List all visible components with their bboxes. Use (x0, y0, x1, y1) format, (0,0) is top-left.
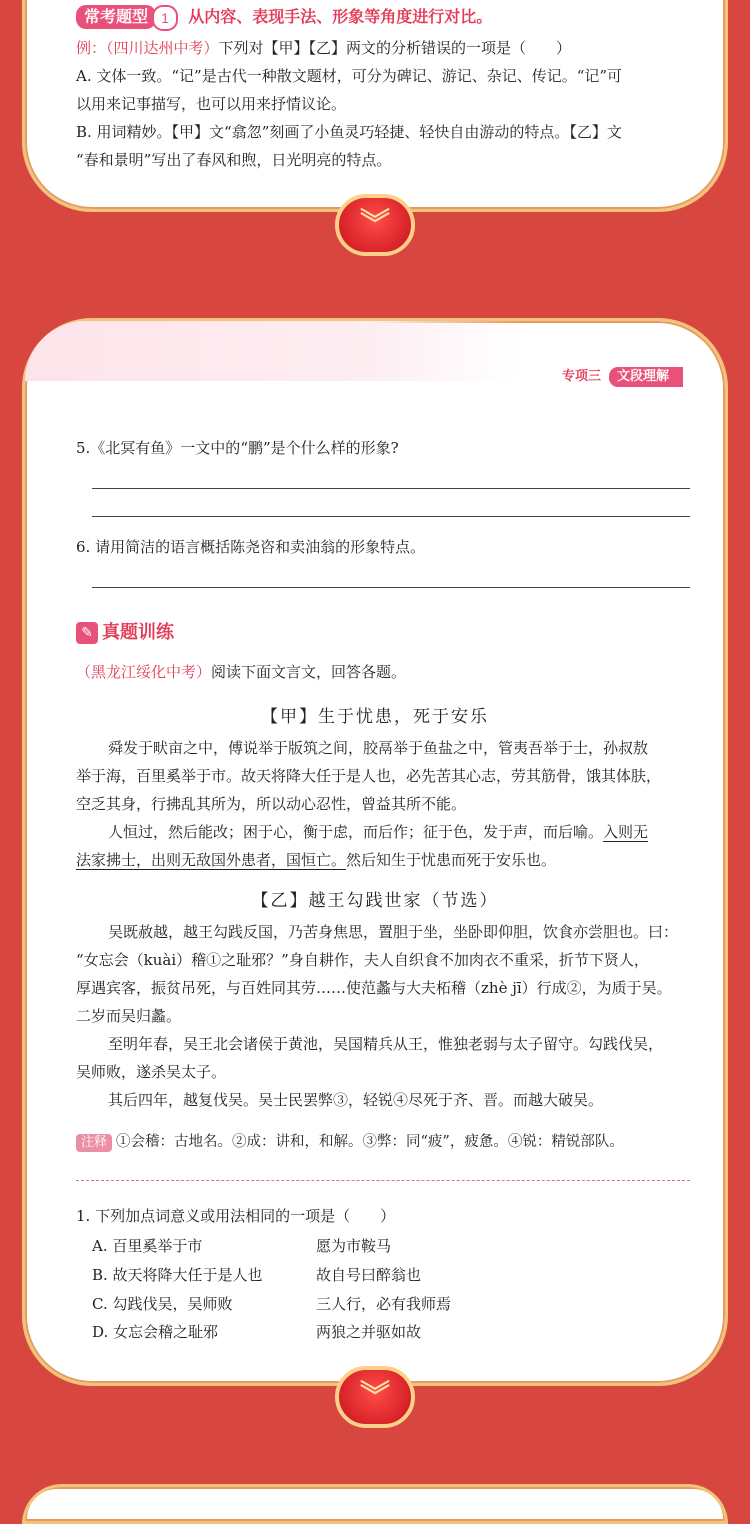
annotation-text: ①会稽：古地名。②成：讲和，和解。③弊：同“疲”，疲惫。④锐：精锐部队。 (116, 1134, 624, 1150)
edit-icon: ✎ (76, 622, 98, 644)
training-text: 阅读下面文言文，回答各题。 (211, 663, 407, 681)
series-label: 专项三 (562, 368, 602, 383)
passage-line (76, 846, 556, 874)
question-type-badge: 常考题型 (76, 5, 156, 29)
passage-line: 舜发于畎亩之中，傅说举于版筑之间，胶鬲举于鱼盐之中，管夷吾举于士，孙叔敖 (108, 739, 649, 757)
training-source: （黑龙江绥化中考） (76, 663, 212, 681)
header-decoration (25, 321, 520, 381)
expand-button[interactable] (335, 194, 415, 256)
example-line (76, 34, 571, 62)
option-d-left: D. 女忘会稽之耻邪 (92, 1323, 219, 1341)
option-b-right: 故自号曰醉翁也 (316, 1266, 422, 1284)
passage-jia-title: 【甲】生于忧患，死于安乐 (261, 707, 489, 727)
passage-line: 吴师败，遂杀吴太子。 (76, 1063, 227, 1081)
section-header (562, 365, 683, 387)
option-text: 以用来记事描写，也可以用来抒情议论。 (76, 95, 347, 113)
underlined-sentence: 法家拂士，出则无敌国外患者，国恒亡。 (76, 851, 347, 869)
option-text: “春和景明”写出了春风和煦，日光明亮的特点。 (76, 151, 392, 169)
expand-button[interactable] (335, 1366, 415, 1428)
answer-line[interactable] (92, 488, 690, 489)
training-heading (76, 617, 174, 647)
annotation (76, 1128, 624, 1156)
passage-line (108, 818, 648, 846)
passage-line: 吴既赦越，越王勾践反国，乃苦身焦思，置胆于坐，坐卧即仰胆，饮食亦尝胆也。曰： (108, 923, 679, 941)
option-c-right: 三人行，必有我师焉 (316, 1295, 452, 1313)
passage-yi-title: 【乙】越王勾践世家（节选） (251, 891, 499, 911)
topic-tag: 文段理解 (609, 367, 683, 387)
option-a-left: A. 百里奚举于市 (92, 1237, 203, 1255)
example-source: 例：（四川达州中考） (76, 39, 219, 57)
answer-line[interactable] (92, 516, 690, 517)
underlined-sentence: 入则无 (603, 823, 649, 841)
training-instruction (76, 658, 406, 686)
passage-line: 其后四年，越复伐吴。吴士民罢弊③，轻锐④尽死于齐、晋。而越大破吴。 (108, 1091, 604, 1109)
passage-line: 举于海，百里奚举于市。故天将降大任于是人也，必先苦其心志，劳其筋骨，饿其体肤， (76, 767, 662, 785)
option-a-right: 愿为市鞍马 (316, 1237, 392, 1255)
passage-line: 二岁而吴归蠡。 (76, 1007, 182, 1025)
option-text: A. 文体一致。“记”是古代一种散文题材，可分为碑记、游记、杂记、传记。“记”可 (76, 67, 623, 85)
answer-line[interactable] (92, 587, 690, 588)
passage-line: “女忘会（kuài）稽①之耻邪？”身自耕作，夫人自织食不加肉衣不重采，折节下贤人， (76, 951, 649, 969)
question-1-stem: 1. 下列加点词意义或用法相同的一项是（ ） (76, 1207, 396, 1225)
option-text: B. 用词精妙。【甲】文“翕忽”刻画了小鱼灵巧轻捷、轻快自由游动的特点。【乙】文 (76, 123, 622, 141)
chevron-double-down-icon: ︾ (360, 1379, 390, 1414)
option-b-left: B. 故天将降大任于是人也 (92, 1266, 263, 1284)
passage-line: 至明年春，吴王北会诸侯于黄池，吴国精兵从王，惟独老弱与太子留守。勾践伐吴， (108, 1035, 664, 1053)
divider (76, 1180, 690, 1181)
question-5: 5.《北冥有鱼》一文中的“鹏”是个什么样的形象? (76, 439, 399, 457)
question-6: 6. 请用简洁的语言概括陈尧咨和卖油翁的形象特点。 (76, 538, 426, 556)
option-c-left: C. 勾践伐吴，吴师败 (92, 1295, 233, 1313)
passage-line: 空乏其身，行拂乱其所为，所以动心忍性，曾益其所不能。 (76, 795, 467, 813)
question-type-text: 从内容、表现手法、形象等角度进行对比。 (188, 9, 493, 26)
passage-text: 然后知生于忧患而死于安乐也。 (346, 851, 557, 869)
chevron-double-down-icon: ︾ (360, 207, 390, 242)
question-type-heading (76, 4, 492, 32)
passage-line: 厚遇宾客，振贫吊死，与百姓同其劳……使范蠡与大夫柘稽（zhè jī）行成②，为质于吴。 (76, 979, 672, 997)
passage-text: 人恒过，然后能改；困于心，衡于虑，而后作；征于色，发于声，而后喻。 (108, 823, 604, 841)
question-type-number: 1 (152, 5, 178, 31)
annotation-badge: 注释 (76, 1134, 112, 1152)
option-d-right: 两狼之并驱如故 (316, 1323, 422, 1341)
training-title: 真题训练 (102, 622, 174, 642)
example-stem: 下列对【甲】【乙】两文的分析错误的一项是（ ） (218, 39, 572, 57)
next-card (22, 1484, 728, 1524)
